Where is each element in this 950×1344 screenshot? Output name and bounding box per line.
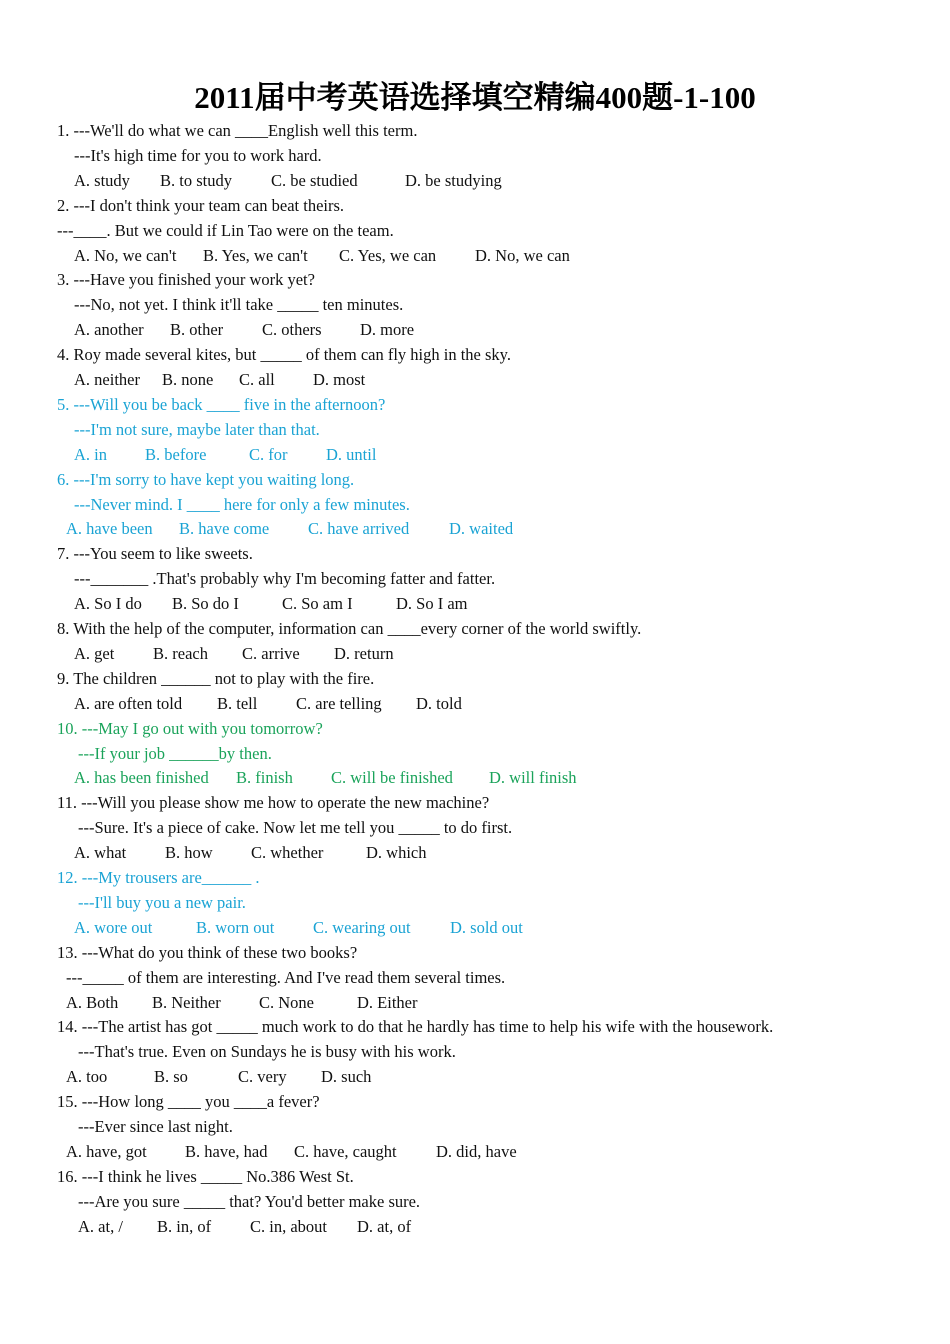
question-text: 3. ---Have you finished your work yet? [57,270,315,290]
option-c: C. whether [251,843,324,863]
dialogue-line: ---I'll buy you a new pair. [78,892,246,912]
option-b: B. reach [153,643,208,663]
option-d: D. until [326,444,377,464]
option-b: B. so [154,1067,188,1087]
option-a: A. neither [74,370,140,389]
option-b: B. So do I [172,594,239,614]
option-c: C. are telling [296,693,382,713]
option-b: B. Yes, we can't [203,245,308,265]
option-b: B. none [162,370,214,389]
option-b: B. in, of [157,1216,212,1236]
question-text: 8. With the help of the computer, information can ____every corner of the world swiftly. [57,619,642,638]
option-b: B. other [170,320,224,340]
dialogue-line: ---_______ .That's probably why I'm becoming fatter and fatter. [74,569,496,589]
option-d: D. told [416,693,462,713]
option-a: A. study [74,170,130,190]
option-a: A. have been [66,519,153,539]
option-b: B. have come [179,519,270,539]
question-text: 4. Roy made several kites, but _____ of them can fly high in the sky. [57,345,511,365]
question-text: 11. ---Will you please show me how to operate the new machine? [57,793,490,813]
option-d: D. be studying [405,170,502,190]
option-d: D. So I am [396,594,468,614]
dialogue-line: ---Are you sure _____ that? You'd better make sure. [78,1191,421,1211]
question-text: 13. ---What do you think of these two books? [57,942,358,962]
question-text: ---____. But we could if Lin Tao were on the team. [57,220,394,240]
dialogue-line: ---I'm not sure, maybe later than that. [74,419,320,439]
question-text: 6. ---I'm sorry to have kept you waiting long. [57,469,355,489]
option-b: B. how [165,843,213,863]
question-text: 9. The children ______ not to play with the fire. [57,668,375,688]
dialogue-line: ---If your job ______by then. [78,743,272,763]
option-a: A. too [66,1067,108,1087]
question-text: 1. ---We'll do what we can ____English well this term. [57,121,418,140]
question-text: 16. ---I think he lives _____ No.386 West St. [57,1166,354,1186]
question-text: 2. ---I don't think your team can beat theirs. [57,195,345,215]
option-b: B. finish [236,768,293,788]
question-text: 7. ---You seem to like sweets. [57,544,253,564]
question-text: 10. ---May I go out with you tomorrow? [57,718,323,738]
question-text: 12. ---My trousers are______ . [57,868,260,887]
option-d: D. most [313,370,366,389]
option-c: C. all [239,370,275,389]
option-a: A. No, we can't [74,245,177,265]
question-text: 15. ---How long ____ you ____a fever? [57,1092,320,1112]
option-d: D. more [360,320,415,340]
option-b: B. tell [217,693,258,713]
option-a: A. what [74,843,127,863]
dialogue-line: ---That's true. Even on Sundays he is busy with his work. [78,1042,456,1062]
question-text: 14. ---The artist has got _____ much work to do that he hardly has time to help his wife with the housework. [57,1017,774,1037]
option-c: C. have, caught [294,1141,397,1161]
option-c: C. for [249,444,288,464]
option-d: D. No, we can [475,245,570,265]
question-text: 5. ---Will you be back ____ five in the afternoon? [57,394,386,414]
option-c: C. very [238,1067,287,1087]
option-d: D. sold out [450,917,523,937]
option-d: D. at, of [357,1216,412,1236]
option-b: B. worn out [196,917,275,937]
option-d: D. did, have [436,1141,517,1161]
option-b: B. to study [160,170,232,190]
option-c: C. in, about [250,1216,327,1236]
option-c: C. wearing out [313,917,411,937]
option-d: D. which [366,843,427,863]
option-b: B. have, had [185,1141,268,1161]
option-c: C. others [262,320,322,340]
option-b: B. Neither [152,992,221,1012]
option-c: C. arrive [242,643,300,663]
dialogue-line: ---It's high time for you to work hard. [74,145,322,165]
option-a: A. wore out [74,917,153,937]
option-d: D. Either [357,992,418,1012]
dialogue-line: ---No, not yet. I think it'll take _____ ten minutes. [74,295,404,315]
option-a: A. has been finished [74,768,209,788]
dialogue-line: ---_____ of them are interesting. And I've read them several times. [66,967,506,987]
option-c: C. will be finished [331,768,453,788]
option-d: D. will finish [489,768,577,788]
document-title: 2011届中考英语选择填空精编400题-1-100 [194,80,756,115]
option-c: C. be studied [271,170,358,190]
option-d: D. return [334,643,394,663]
dialogue-line: ---Sure. It's a piece of cake. Now let me tell you _____ to do first. [78,818,513,838]
option-d: D. such [321,1067,372,1087]
option-a: A. are often told [74,693,183,713]
option-b: B. before [145,444,207,464]
option-c: C. have arrived [308,519,410,539]
option-c: C. So am I [282,594,353,614]
option-a: A. at, / [78,1216,123,1236]
option-a: A. another [74,320,144,340]
option-a: A. get [74,643,115,663]
option-a: A. Both [66,992,119,1012]
option-a: A. have, got [66,1141,147,1161]
option-c: C. None [259,992,314,1012]
dialogue-line: ---Never mind. I ____ here for only a few minutes. [74,494,410,514]
dialogue-line: ---Ever since last night. [78,1117,233,1136]
option-a: A. in [74,444,107,464]
option-a: A. So I do [74,594,142,614]
option-c: C. Yes, we can [339,245,437,265]
option-d: D. waited [449,519,514,539]
